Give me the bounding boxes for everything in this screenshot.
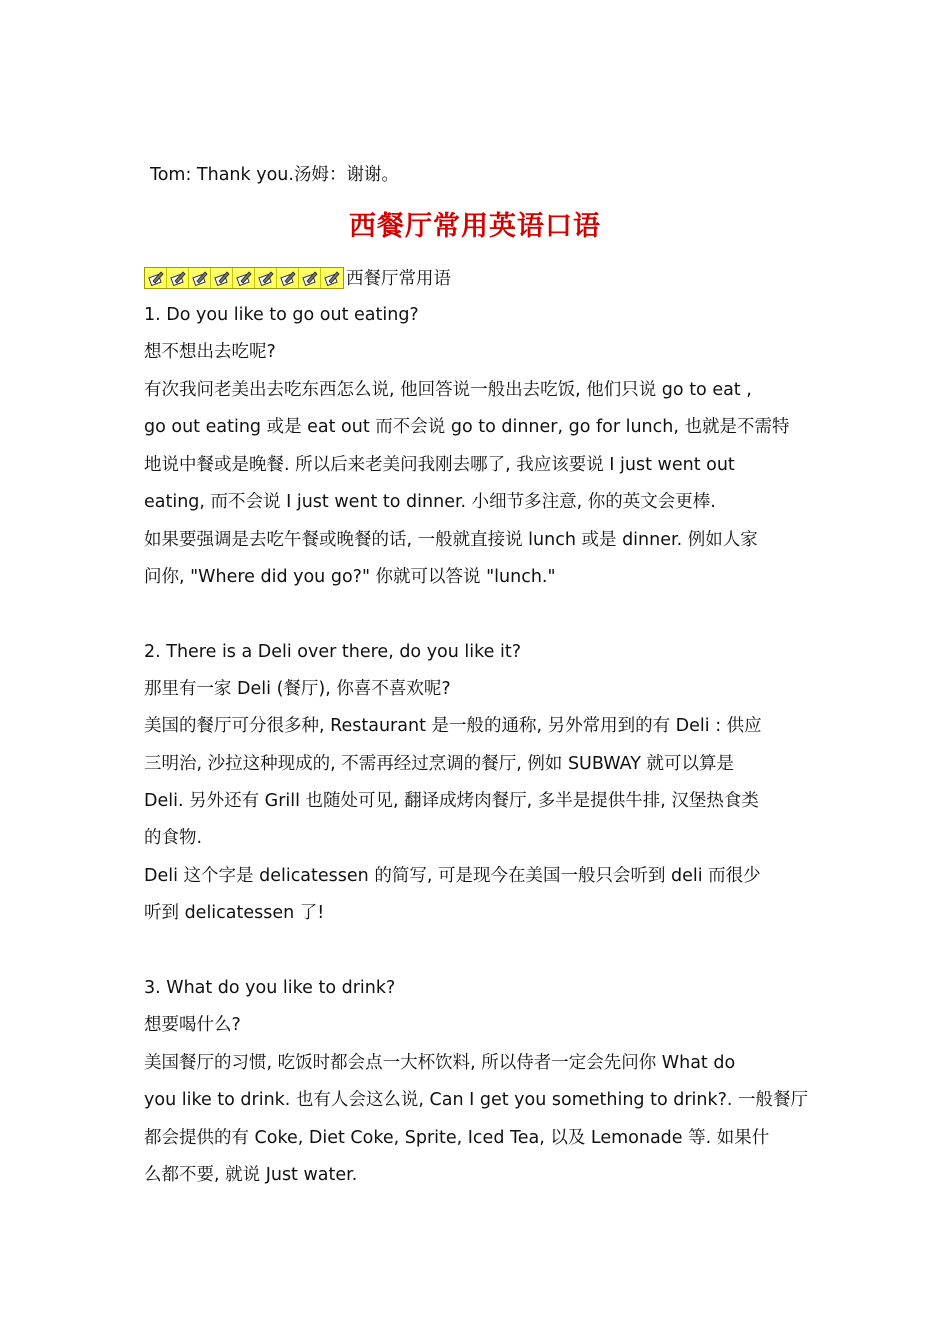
text-line: 听到 delicatessen 了! xyxy=(144,903,325,923)
section-label: 西餐厅常用语 xyxy=(346,269,451,289)
pencil-paper-icon xyxy=(299,268,321,288)
icon-strip xyxy=(144,267,344,289)
text-line: 如果要强调是去吃午餐或晚餐的话, 一般就直接说 lunch 或是 dinner. 例如人家 xyxy=(144,530,758,550)
text-line: 3. What do you like to drink? xyxy=(144,978,396,998)
text-line: 想不想出去吃呢? xyxy=(144,342,276,362)
text-line: 的食物. xyxy=(144,828,203,848)
text-line: 想要喝什么? xyxy=(144,1015,241,1035)
text-line: 有次我问老美出去吃东西怎么说, 他回答说一般出去吃饭, 他们只说 go to eat , xyxy=(144,380,752,400)
text-line: 地说中餐或是晚餐. 所以后来老美问我刚去哪了, 我应该要说 I just went out xyxy=(144,455,735,475)
pencil-paper-icon xyxy=(189,268,211,288)
pencil-paper-icon xyxy=(233,268,255,288)
text-line: 2. There is a Deli over there, do you like it? xyxy=(144,642,521,662)
top-line: Tom: Thank you.汤姆：谢谢。 xyxy=(150,165,399,185)
pencil-paper-icon xyxy=(255,268,277,288)
pencil-paper-icon xyxy=(321,268,343,288)
text-line: go out eating 或是 eat out 而不会说 go to dinner, go for lunch, 也就是不需特 xyxy=(144,417,790,437)
text-line: 都会提供的有 Coke, Diet Coke, Sprite, Iced Tea, 以及 Lemonade 等. 如果什 xyxy=(144,1128,770,1148)
text-line: 美国的餐厅可分很多种, Restaurant 是一般的通称, 另外常用到的有 Deli : 供应 xyxy=(144,716,762,736)
text-line: 美国餐厅的习惯, 吃饭时都会点一大杯饮料, 所以侍者一定会先问你 What do xyxy=(144,1053,736,1073)
text-line: Deli. 另外还有 Grill 也随处可见, 翻译成烤肉餐厅, 多半是提供牛排, 汉堡热食类 xyxy=(144,791,759,811)
pencil-paper-icon xyxy=(211,268,233,288)
text-line: 那里有一家 Deli (餐厅), 你喜不喜欢呢? xyxy=(144,679,451,699)
text-line: 问你, "Where did you go?" 你就可以答说 "lunch." xyxy=(144,567,556,587)
section-header xyxy=(144,265,451,290)
pencil-paper-icon xyxy=(277,268,299,288)
text-line: Deli 这个字是 delicatessen 的简写, 可是现今在美国一般只会听到 deli 而很少 xyxy=(144,866,761,886)
text-line: eating, 而不会说 I just went to dinner. 小细节多注意, 你的英文会更棒. xyxy=(144,492,716,512)
page-title: 西餐厅常用英语口语 xyxy=(349,211,601,242)
text-line: 三明治, 沙拉这种现成的, 不需再经过烹调的餐厅, 例如 SUBWAY 就可以算是 xyxy=(144,754,734,774)
pencil-paper-icon xyxy=(167,268,189,288)
text-line: you like to drink. 也有人会这么说, Can I get you something to drink?. 一般餐厅 xyxy=(144,1090,809,1110)
pencil-paper-icon xyxy=(145,268,167,288)
text-line: 么都不要, 就说 Just water. xyxy=(144,1165,358,1185)
text-line: 1. Do you like to go out eating? xyxy=(144,305,419,325)
